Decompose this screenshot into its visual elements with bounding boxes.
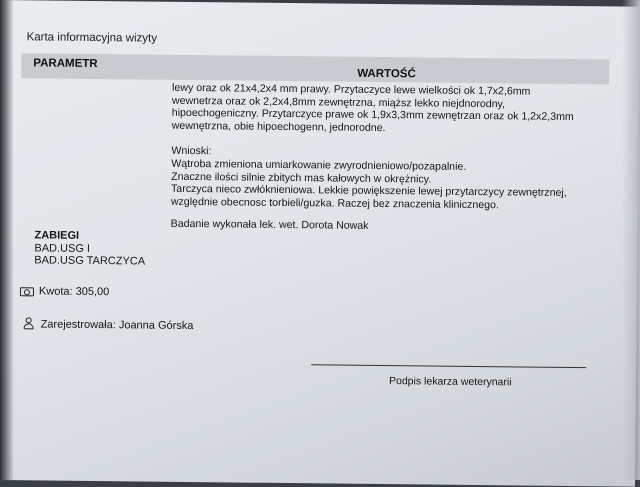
money-icon — [20, 287, 34, 296]
amount-text: Kwota: 305,00 — [38, 285, 110, 299]
page-right-edge — [622, 0, 640, 480]
table-header-bar — [21, 53, 609, 84]
conclusion-line: Wątroba zmieniona umiarkowanie zwyrodnieniowo/pozapalnie. — [171, 157, 467, 173]
conclusion-line: Znaczne ilości silnie zbitych mas kałowych w okrężnicy. — [171, 170, 432, 186]
conclusion-line: Tarczyca nieco zwłóknieniowa. Lekkie powiększenie lewej przytarczycy zewnętrznej, — [170, 182, 567, 200]
header-value: WARTOŚĆ — [357, 67, 416, 81]
procedures-title: ZABIEGI — [34, 229, 80, 242]
document-title: Karta informacyjna wizyty — [26, 31, 158, 45]
examiner-note: Badanie wykonała lek. wet. Dorota Nowak — [170, 218, 369, 233]
procedures-section — [34, 229, 145, 268]
value-line: lewy oraz ok 21x4,2x4 mm prawy. Przytaczyce lewe wielkości ok 1,7x2,6mm — [172, 81, 531, 98]
signature-line — [311, 364, 586, 368]
conclusion-line: względnie obecnosc torbieli/guzka. Raczej bez znaczenia klinicznego. — [170, 195, 499, 211]
registered-row — [23, 317, 194, 332]
user-icon — [23, 317, 36, 330]
value-line: wewnetrza oraz ok 2,2x4,8mm zewnętrzna, miąższ lekko niejdnorodny, — [171, 94, 506, 110]
value-line: hipoechogeniczny. Przytarczyce prawe ok 1,9x3,3mm zewnętrzan oraz ok 1,2x2,3mm — [171, 106, 574, 124]
signature-label: Podpis lekarza weterynarii — [388, 375, 512, 389]
conclusions-title: Wnioski: — [171, 145, 212, 158]
registered-text: Zarejestrowała: Joanna Górska — [40, 317, 194, 332]
amount-row — [20, 285, 109, 298]
procedure-item: BAD.USG TARCZYCA — [34, 254, 146, 268]
procedure-item: BAD.USG I — [34, 241, 91, 255]
page-edge-shadow — [0, 0, 14, 480]
value-line: wewnętrzna, obie hipoechogenn, jednorodne. — [171, 119, 386, 134]
value-cell — [171, 82, 593, 235]
header-parameter: PARAMETR — [33, 57, 98, 71]
